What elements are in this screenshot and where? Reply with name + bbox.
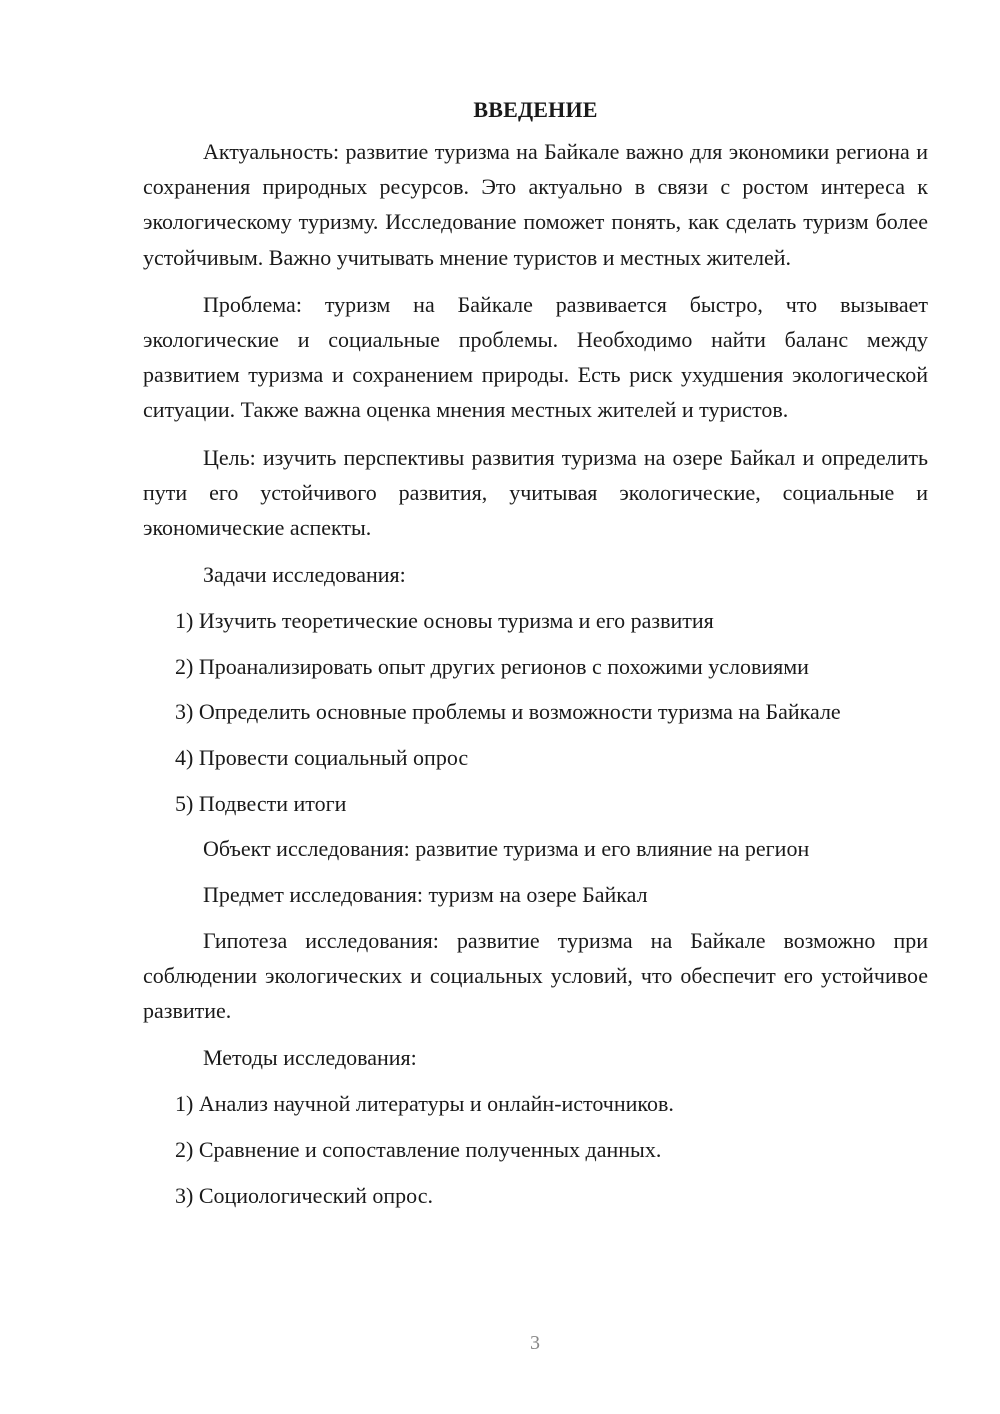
method-item: 1) Анализ научной литературы и онлайн-источников. bbox=[175, 1091, 674, 1117]
task-item: 4) Провести социальный опрос bbox=[175, 745, 469, 771]
goal-paragraph: Цель: изучить перспективы развития туризма на озере Байкал и определить пути его устойчивого развития, учитывая экологические, социальные и экономические аспекты. bbox=[143, 444, 928, 541]
task-item: 2) Проанализировать опыт других регионов с похожими условиями bbox=[175, 653, 809, 679]
hypothesis-paragraph: Гипотеза исследования: развитие туризма на Байкале возможно при соблюдении экологических и социальных условий, что обеспечит его устойчивое развитие. bbox=[143, 927, 928, 1024]
method-item: 2) Сравнение и сопоставление полученных данных. bbox=[175, 1136, 662, 1162]
section-title: ВВЕДЕНИЕ bbox=[473, 97, 598, 122]
methods-list bbox=[143, 1086, 928, 1213]
relevance-paragraph: Актуальность: развитие туризма на Байкале важно для экономики региона и сохранения природных ресурсов. Это актуально в связи с ростом интереса к экологическому туризму. Исследование поможет понять, как сделать туризм более устойчивым. Важно учитывать мнение туристов и местных жителей. bbox=[143, 139, 928, 270]
method-item: 3) Социологический опрос. bbox=[175, 1182, 433, 1208]
page-number: 3 bbox=[530, 1332, 540, 1354]
tasks-heading: Задачи исследования: bbox=[203, 562, 406, 588]
task-item: 3) Определить основные проблемы и возможности туризма на Байкале bbox=[175, 699, 841, 725]
task-item: 5) Подвести итоги bbox=[175, 790, 347, 816]
tasks-list bbox=[143, 603, 928, 821]
object-line: Объект исследования: развитие туризма и его влияние на регион bbox=[203, 836, 810, 862]
task-item: 1) Изучить теоретические основы туризма и его развития bbox=[175, 607, 714, 633]
document-page bbox=[143, 92, 928, 1223]
problem-paragraph: Проблема: туризм на Байкале развивается быстро, что вызывает экологические и социальные проблемы. Необходимо найти баланс между развитием туризма и сохранением природы. Есть риск ухудшения экологической ситуации. Также важна оценка мнения местных жителей и туристов. bbox=[143, 291, 928, 423]
subject-line: Предмет исследования: туризм на озере Байкал bbox=[203, 882, 648, 908]
methods-heading: Методы исследования: bbox=[203, 1045, 417, 1071]
